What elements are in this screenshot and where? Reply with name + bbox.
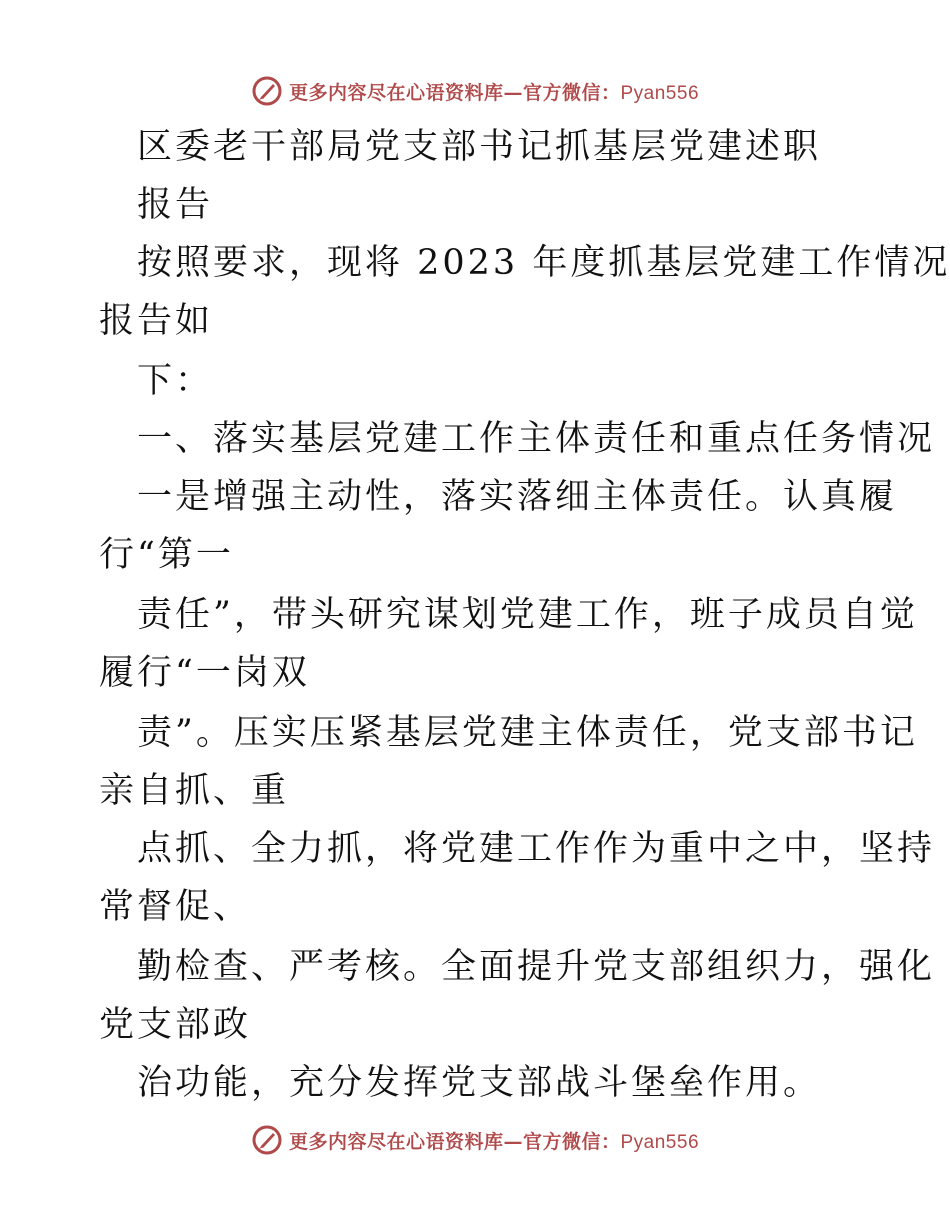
paragraph-line: 按照要求，现将 2023 年度抓基层党建工作情况 bbox=[137, 243, 950, 283]
watermark-text: 更多内容尽在心语资料库—官方微信：Pyan556 bbox=[288, 1130, 700, 1153]
watermark-text: 更多内容尽在心语资料库—官方微信：Pyan556 bbox=[288, 81, 700, 104]
paragraph-line: 下： bbox=[137, 361, 214, 401]
footer-watermark bbox=[0, 1120, 950, 1160]
paragraph-line: 履行“一岗双 bbox=[99, 653, 310, 693]
logo-icon bbox=[251, 75, 283, 107]
logo-icon bbox=[251, 1124, 283, 1156]
document-title-line-1: 区委老干部局党支部书记抓基层党建述职 bbox=[137, 127, 822, 167]
header-watermark bbox=[0, 71, 950, 111]
paragraph-line: 点抓、全力抓，将党建工作作为重中之中，坚持 bbox=[137, 829, 936, 869]
paragraph-line: 报告如 bbox=[99, 301, 214, 341]
paragraph-line: 党支部政 bbox=[99, 1005, 252, 1045]
paragraph-line: 责”。压实压紧基层党建主体责任，党支部书记 bbox=[137, 713, 918, 753]
section-heading: 一、落实基层党建工作主体责任和重点任务情况 bbox=[137, 419, 936, 459]
paragraph-line: 治功能，充分发挥党支部战斗堡垒作用。 bbox=[137, 1063, 822, 1103]
paragraph-line: 勤检查、严考核。全面提升党支部组织力，强化 bbox=[137, 947, 936, 987]
paragraph-line: 常督促、 bbox=[99, 887, 252, 927]
document-title-line-2: 报告 bbox=[137, 185, 214, 225]
paragraph-line: 责任”，带头研究谋划党建工作，班子成员自觉 bbox=[137, 595, 918, 635]
paragraph-line: 亲自抓、重 bbox=[99, 771, 290, 811]
paragraph-line: 行“第一 bbox=[99, 535, 234, 575]
paragraph-line: 一是增强主动性，落实落细主体责任。认真履 bbox=[137, 477, 898, 517]
